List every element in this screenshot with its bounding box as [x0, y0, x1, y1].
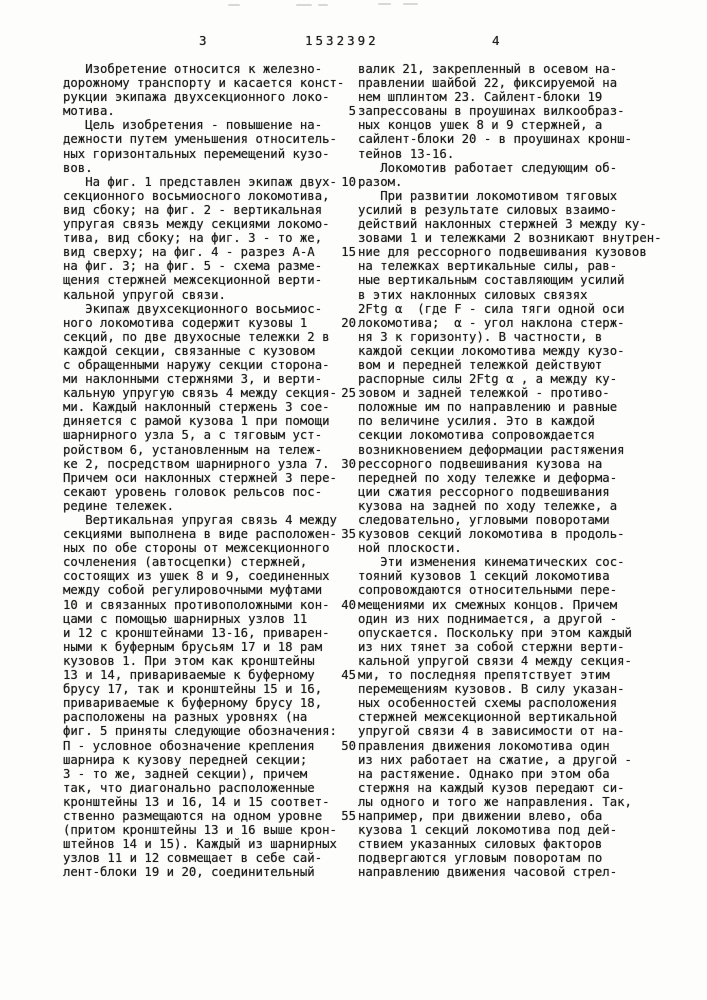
line-number: 25 [341, 386, 356, 401]
scan-artifact [318, 4, 328, 6]
scan-artifact [378, 3, 391, 5]
line-number: 35 [341, 527, 356, 542]
line-number: 5 [348, 104, 356, 119]
line-number: 55 [341, 809, 356, 824]
line-number: 30 [341, 456, 356, 471]
page-number-left: 3 [199, 33, 207, 48]
page-number-right: 4 [492, 33, 500, 48]
text-column-right: валик 21, закрепленный в осевом на- правлении шайбой 22, фиксируемой на нем шплинтом 23. Сайлент-блоки 19 запрессованы в проушинах вилкообраз- ных концов ушек 8 и 9 стержней, а сайлент-блоки 20 - в проушинах кронш- тейнов 13-16. Локомотив работает следующим об- разом. При развитии локомотивом тяговых усилий в результате силовых взаимо- действий наклонных стержней 3 между ку- зовами 1 и тележками 2 возникают внутрен- ние для рессорного подвешивания кузовов на тележках вертикальные силы, рав- ные вертикальным составляющим усилий в этих наклонных силовых связях 2Ftg α (где F - сила тяги одной оси локомотива; α - угол наклона стерж- ня 3 к горизонту). В частности, в каждой секции локомотива между кузо- вом и передней тележкой действуют распорные силы 2Ftg α , а между ку- зовом и задней тележкой - противо- положные им по направлению и равные по величине усилия. Это в каждой секции локомотива сопровождается возникновением деформации растяжения рессорного подвешивания кузова на передней по ходу тележке и деформа- ции сжатия рессорного подвешивания кузова на задней по ходу тележке, а следовательно, угловыми поворотами кузовов секций локомотива в продоль- ной плоскости. Эти изменения кинематических сос- тояний кузовов 1 секций локомотива сопровождаются относительными пере- мещениями их смежных концов. Причем один из них поднимается, а другой - опускается. Поскольку при этом каждый из них тянет за собой стержни верти- кальной упругой связи 4 между секция- ми, то последняя препятствует этим перемещениям кузовов. В силу указан- ных особенностей схемы расположения стержней межсекционной вертикальной упругой связи 4 в зависимости от на- правления движения локомотива один из них работает на сжатие, а другой - на растяжение. Однако при этом оба стержня на каждый кузов передают си- лы одного и того же направления. Так, например, при движении влево, оба кузова 1 секций локомотива под дей- ствием указанных силовых факторов подвергаются угловым поворотам по направлению движения часовой стрел- [358, 62, 662, 880]
line-number: 45 [341, 668, 356, 683]
line-number: 15 [341, 245, 356, 260]
text-column-left: Изобретение относится к железно- дорожному транспорту и касается конст- рукции экипажа двухсекционного локо- мотива. Цель изобретения - повышение на- дежности путем уменьшения относитель- ных горизонтальных перемещений кузо- вов. На фиг. 1 представлен экипаж двух- секционного восьмиосного локомотива, вид сбоку; на фиг. 2 - вертикальная упругая связь между секциями локомо- тива, вид сбоку; на фиг. 3 - то же, вид сверху; на фиг. 4 - разрез А-А на фиг. 3; на фиг. 5 - схема разме- щения стержней межсекционной верти- кальной упругой связи. Экипаж двухсекционного восьмиос- ного локомотива содержит кузовы 1 секций, по две двухосные тележки 2 в каждой секции, связанные с кузовом с обращенными наружу секции сторона- ми наклонными стержнями 3, и верти- кальную упругую связь 4 между секция- ми. Каждый наклонный стержень 3 сое- диняется с рамой кузова 1 при помощи шарнирного узла 5, а с тяговым уст- ройством 6, установленным на тележ- ке 2, посредством шарнирного узла 7. Причем оси наклонных стержней 3 пере- секают уровень головок рельсов пос- редине тележек. Вертикальная упругая связь 4 между секциями выполнена в виде расположен- ных по обе стороны от межсекционного сочленения (автосцепки) стержней, состоящих из ушек 8 и 9, соединенных между собой регулировочными муфтами 10 и связанных противоположными кон- цами с помощью шарнирных узлов 11 и 12 с кронштейнами 13-16, приварен- ными к буферным брусьям 17 и 18 рам кузовов 1. При этом как кронштейны 13 и 14, привариваемые к буферному брусу 17, так и кронштейны 15 и 16, привариваемые к буферному брусу 18, расположены на разных уровнях (на фиг. 5 приняты следующие обозначения: П - условное обозначение крепления шарнира к кузову передней секции; 3 - то же, задней секции), причем так, что диагонально расположенные кронштейны 13 и 16, 14 и 15 соответ- ственно размещаются на одном уровне (притом кронштейны 13 и 16 выше крон- штейнов 14 и 15). Каждый из шарнирных узлов 11 и 12 совмещает в себе сай- лент-блоки 19 и 20, соединительный [63, 62, 345, 880]
line-number: 50 [341, 738, 356, 753]
line-number: 40 [341, 597, 356, 612]
scan-artifact [296, 4, 312, 6]
patent-number: 1532392 [305, 33, 379, 48]
scan-artifact [403, 3, 418, 5]
scan-artifact [228, 4, 240, 6]
line-number: 10 [341, 174, 356, 189]
line-number: 20 [341, 315, 356, 330]
